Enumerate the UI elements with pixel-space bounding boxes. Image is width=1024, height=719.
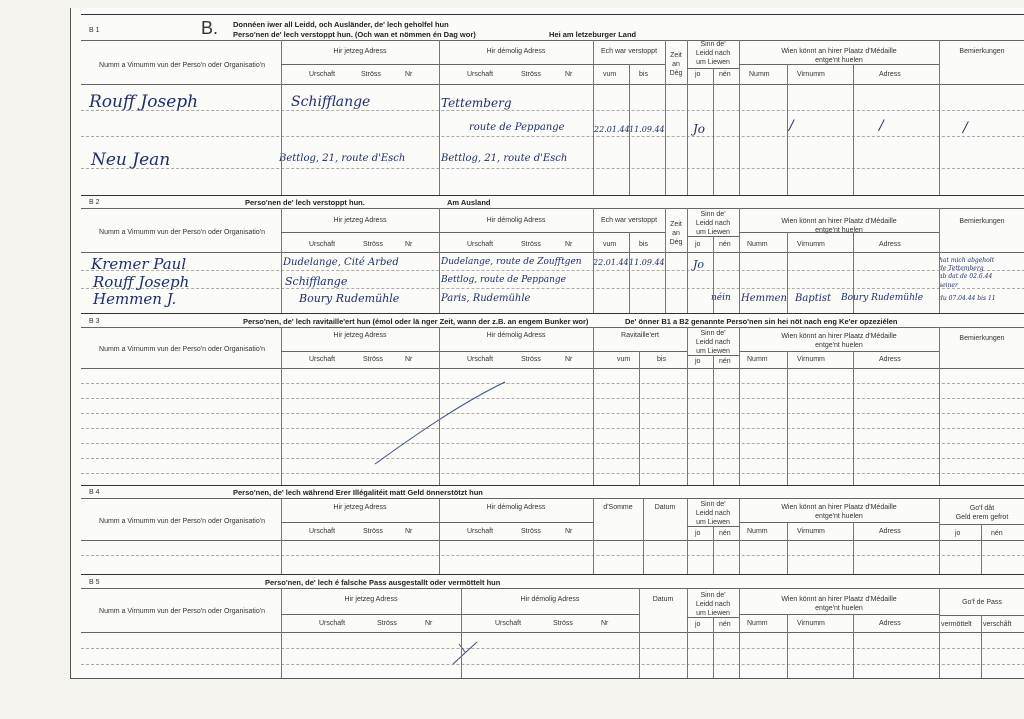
b3-row-line xyxy=(81,398,1024,399)
b4-row-line xyxy=(81,555,1024,556)
b4-col-medal2: entge'nt huelen xyxy=(815,513,863,520)
b2-row3-nen: néin xyxy=(711,293,731,303)
b2-col-nen: nén xyxy=(719,241,731,248)
b4-colhead-border xyxy=(81,540,1024,541)
b5-title: Perso'nen, de' lech é falsche Pass ausgestallt oder vermöttelt hun xyxy=(265,578,501,587)
b3-strike-line xyxy=(371,378,511,468)
b3-col-urschaft: Urschaft xyxy=(309,356,336,363)
column-divider xyxy=(687,498,688,574)
b2-col-addr-now: Hir jetzeg Adress xyxy=(333,217,387,224)
b1-row1-addr-now: Schifflange xyxy=(291,94,371,110)
b3-col-stross: Ströss xyxy=(363,356,383,363)
b4-col-nr: Nr xyxy=(405,528,413,535)
b3-row-line xyxy=(81,458,1024,459)
b4-header-border xyxy=(81,498,1024,499)
b4-col-jo: jo xyxy=(695,530,701,537)
b3-col-nr: Nr xyxy=(405,356,413,363)
column-divider xyxy=(939,208,940,313)
b3-col-adress: Adress xyxy=(879,356,901,363)
b2-row1-bis: 11.09.44 xyxy=(629,258,665,267)
b3-row-line xyxy=(81,383,1024,384)
b3-col-stross2: Ströss xyxy=(521,356,541,363)
b4-col-sinn3: um Liewen xyxy=(696,519,730,526)
b5-header-border xyxy=(81,588,1024,589)
b2-row1-addr-then: Dudelange, route de Zoufftgen xyxy=(441,257,582,267)
b3-col-jo: jo xyxy=(695,358,701,365)
b2-row2-addr-now: Schifflange xyxy=(285,275,348,288)
b2-colhead-border xyxy=(81,252,1024,253)
b4-col-sinn1: Sinn de' xyxy=(700,501,726,508)
b3-col-addr-then: Hir démolig Adress xyxy=(486,332,546,339)
b3-col-medal2: entge'nt huelen xyxy=(815,342,863,349)
column-divider xyxy=(281,498,282,574)
b1-col-stross: Ströss xyxy=(361,71,381,78)
b4-col-medal1: Wien könnt an hirer Plaatz d'Médaille xyxy=(781,504,897,511)
b2-col-virnumm: Virnumm xyxy=(797,241,825,248)
b5-row-line xyxy=(81,664,1024,665)
b5-col-sinn3: um Liewen xyxy=(696,610,730,617)
subheader-divider xyxy=(739,522,939,523)
b1-col-bemierk: Bemierkungen xyxy=(959,48,1005,55)
b5-col-virnumm: Virnumm xyxy=(797,620,825,627)
b2-row-line xyxy=(81,270,1024,271)
b1-row1-bis: 11.09.44 xyxy=(629,125,665,134)
b5-col-medal2: entge'nt huelen xyxy=(815,605,863,612)
b4-col-datum: Datum xyxy=(654,504,676,511)
b1-col-virnumm: Virnumm xyxy=(797,71,825,78)
b1-title-line2: Perso'nen de' lech verstoppt hun. (Och wan et nömmen én Dag wor) xyxy=(233,30,476,39)
b2-row3-medal-numm: Hemmen xyxy=(741,293,787,304)
b3-col-sinn1: Sinn de' xyxy=(700,330,726,337)
b5-row-line xyxy=(81,648,1024,649)
column-divider xyxy=(787,351,788,485)
b5-code: B 5 xyxy=(89,579,100,586)
b5-strike-mark xyxy=(451,638,481,668)
column-divider xyxy=(939,40,940,195)
column-divider xyxy=(739,588,740,678)
b1-title-right: Hei am letzeburger Land xyxy=(549,30,637,39)
b2-row1-jo: Jo xyxy=(693,258,705,271)
b1-col-bis: bis xyxy=(639,71,648,78)
b4-col-addr-now: Hir jetzeg Adress xyxy=(333,504,387,511)
b2-col-medal2: entge'nt huelen xyxy=(815,227,863,234)
b1-row-line xyxy=(81,110,1024,111)
column-divider xyxy=(643,498,644,574)
b2-header-border xyxy=(81,208,1024,209)
b1-top-border xyxy=(81,14,1024,15)
b2-row3-medal-virnumm: Baptist xyxy=(795,293,832,304)
b2-row-line xyxy=(81,288,1024,289)
b1-code: B 1 xyxy=(89,27,100,34)
b1-row2-name: Neu Jean xyxy=(91,150,171,170)
b5-col-nen: nén xyxy=(719,621,731,628)
column-divider xyxy=(853,351,854,485)
b3-row-line xyxy=(81,473,1024,474)
b3-col-nr2: Nr xyxy=(565,356,573,363)
b5-col-datum: Datum xyxy=(652,596,674,603)
subheader-divider xyxy=(281,64,665,65)
subheader-divider xyxy=(739,351,939,352)
column-divider xyxy=(939,327,940,485)
column-divider xyxy=(739,498,740,574)
column-divider xyxy=(787,232,788,313)
b1-row1-mark: / xyxy=(789,118,794,134)
subheader-divider xyxy=(739,232,939,233)
column-divider xyxy=(439,498,440,574)
b2-col-sinn1: Sinn de' xyxy=(700,211,726,218)
b2-col-bis: bis xyxy=(639,241,648,248)
b2-row2-remark: seiner xyxy=(939,282,958,289)
b5-col-addr-now: Hir jetzeg Adress xyxy=(344,596,398,603)
b5-col-pass: Go'f de Pass xyxy=(962,599,1002,606)
b2-col-stross2: Ströss xyxy=(521,241,541,248)
b2-row3-medal-adress: Boury Rudemühle xyxy=(841,293,924,303)
b2-col-numm: Numm xyxy=(747,241,768,248)
column-divider xyxy=(439,208,440,313)
b3-code: B 3 xyxy=(89,318,100,325)
b1-col-addr-then: Hir démolig Adress xyxy=(486,48,546,55)
b5-col-jo: jo xyxy=(695,621,701,628)
b2-col-hidden: Ech war verstoppt xyxy=(600,217,658,224)
b1-col-adress: Adress xyxy=(879,71,901,78)
b2-col-urschaft2: Urschaft xyxy=(467,241,494,248)
b4-top-border xyxy=(81,485,1024,486)
b4-col-name: Numm a Virnumm vun der Perso'n oder Organisatio'n xyxy=(99,518,265,525)
column-divider xyxy=(687,588,688,678)
b5-col-sinn2: Leidd nach xyxy=(695,601,731,608)
b1-col-sinn2: Leidd nach xyxy=(695,50,731,57)
b2-row1-name: Kremer Paul xyxy=(91,255,187,273)
column-divider xyxy=(853,232,854,313)
b2-row3-remark: du 07.04.44 bis 11 xyxy=(939,295,996,302)
column-divider xyxy=(281,588,282,678)
b2-row1-remark: de Tettemberg xyxy=(939,265,984,272)
column-divider xyxy=(713,526,714,574)
b2-col-nr: Nr xyxy=(405,241,413,248)
b1-col-stross2: Ströss xyxy=(521,71,541,78)
column-divider xyxy=(593,208,594,313)
b1-col-numm: Numm xyxy=(749,71,770,78)
column-divider xyxy=(687,40,688,195)
b1-row-line xyxy=(81,136,1024,137)
b2-col-medal1: Wien könnt an hirer Plaatz d'Médaille xyxy=(781,218,897,225)
b3-row-line xyxy=(81,428,1024,429)
b1-col-jo: jo xyxy=(695,71,701,78)
b3-col-virnumm: Virnumm xyxy=(797,356,825,363)
b5-col-medal1: Wien könnt an hirer Plaatz d'Médaille xyxy=(781,596,897,603)
column-divider xyxy=(713,617,714,678)
b3-col-sinn2: Leidd nach xyxy=(695,339,731,346)
b1-row-line xyxy=(81,168,1024,169)
b1-row1-vum: 22.01.44 xyxy=(594,125,630,134)
b2-row1-remark: ab dat de 02.6.44 xyxy=(939,273,993,280)
b2-top-border xyxy=(81,195,1024,196)
b2-col-sinn3: um Liewen xyxy=(696,229,730,236)
b4-col-dsomme: d'Somme xyxy=(603,504,633,511)
b5-col-stross2: Ströss xyxy=(553,620,573,627)
b1-row1-addr-then2: route de Peppange xyxy=(469,122,565,133)
b3-col-bemierk: Bemierkungen xyxy=(959,335,1005,342)
column-divider xyxy=(739,208,740,313)
b2-col-bemierk: Bemierkungen xyxy=(959,218,1005,225)
b2-col-sinn2: Leidd nach xyxy=(695,220,731,227)
b1-col-addr-now: Hir jetzeg Adress xyxy=(333,48,387,55)
b2-col-vum: vum xyxy=(603,241,617,248)
b3-col-name: Numm a Virnumm vun der Perso'n oder Organisatio'n xyxy=(99,346,265,353)
b1-colhead-border xyxy=(81,84,1024,85)
b4-col-nen: nén xyxy=(719,530,731,537)
b5-col-sinn1: Sinn de' xyxy=(700,592,726,599)
column-divider xyxy=(713,236,714,313)
b5-col-adress: Adress xyxy=(879,620,901,627)
b3-col-bis: bis xyxy=(657,356,666,363)
column-divider xyxy=(853,522,854,574)
b4-col-geld1: Go'f dât xyxy=(969,505,995,512)
b5-col-name: Numm a Virnumm vun der Perso'n oder Organisatio'n xyxy=(99,608,265,615)
b1-row1-mark: / xyxy=(963,120,968,136)
b1-col-nr: Nr xyxy=(405,71,413,78)
b1-row2-addr-then: Bettlog, 21, route d'Esch xyxy=(441,153,568,164)
b1-row1-name: Rouff Joseph xyxy=(89,92,199,112)
b3-col-addr-now: Hir jetzeg Adress xyxy=(333,332,387,339)
b4-title: Perso'nen, de' lech während Erer Illégalitéit matt Geld önnerstötzt hun xyxy=(233,488,483,497)
b1-col-sinn3: um Liewen xyxy=(696,59,730,66)
b5-col-addr-then: Hir démolig Adress xyxy=(520,596,580,603)
b1-col-zeit3: Dég xyxy=(669,70,683,77)
b1-col-name: Numm a Virnumm vun der Perso'n oder Organisatio'n xyxy=(99,62,265,69)
column-divider xyxy=(981,615,982,678)
b3-col-nen: nén xyxy=(719,358,731,365)
b3-top-border xyxy=(81,313,1024,314)
subheader-divider xyxy=(281,522,593,523)
column-divider xyxy=(713,355,714,485)
b5-colhead-border xyxy=(81,632,1024,633)
column-divider xyxy=(639,588,640,678)
b1-col-sinn1: Sinn de' xyxy=(700,41,726,48)
b3-col-sinn3: um Liewen xyxy=(696,348,730,355)
b1-col-nen: nén xyxy=(719,71,731,78)
subheader-divider xyxy=(281,232,665,233)
b5-top-border xyxy=(81,574,1024,575)
b5-col-nr2: Nr xyxy=(601,620,609,627)
b4-col-stross: Ströss xyxy=(363,528,383,535)
b4-col-urschaft2: Urschaft xyxy=(467,528,494,535)
b5-col-numm: Numm xyxy=(747,620,768,627)
column-divider xyxy=(639,351,640,485)
b2-col-nr2: Nr xyxy=(565,241,573,248)
b3-row-line xyxy=(81,443,1024,444)
b3-header-border xyxy=(81,327,1024,328)
column-divider xyxy=(687,327,688,485)
b4-col-nr2: Nr xyxy=(565,528,573,535)
b4-col-sinn2: Leidd nach xyxy=(695,510,731,517)
b3-col-urschaft2: Urschaft xyxy=(467,356,494,363)
b2-row1-remark: hat mich abgeholt xyxy=(939,257,995,264)
b3-col-medal1: Wien könnt an hirer Plaatz d'Médaille xyxy=(781,333,897,340)
b2-code: B 2 xyxy=(89,199,100,206)
b1-col-nr2: Nr xyxy=(565,71,573,78)
column-divider xyxy=(281,208,282,313)
column-divider xyxy=(787,522,788,574)
b5-col-urschaft2: Urschaft xyxy=(495,620,522,627)
column-divider xyxy=(713,68,714,195)
b2-title-right: Am Ausland xyxy=(447,198,491,207)
b1-col-urschaft2: Urschaft xyxy=(467,71,494,78)
b1-letter: B. xyxy=(201,18,219,38)
b2-row1-vum: 22.01.44 xyxy=(593,258,629,267)
b4-col-addr-then: Hir démolig Adress xyxy=(486,504,546,511)
b1-col-vum: vum xyxy=(603,71,617,78)
b3-title-right: De' önner B1 a B2 genannte Perso'nen sin hei nöt nach eng Ke'er opzeziélen xyxy=(625,317,898,326)
b2-col-jo: jo xyxy=(695,241,701,248)
b2-col-addr-then: Hir démolig Adress xyxy=(486,217,546,224)
b4-col-virnumm: Virnumm xyxy=(797,528,825,535)
b5-col-stross: Ströss xyxy=(377,620,397,627)
b2-col-zeit1: Zeit xyxy=(670,221,682,228)
column-divider xyxy=(593,498,594,574)
column-divider xyxy=(939,588,940,678)
b5-col-vermettelt: vermöttelt xyxy=(941,621,972,628)
b2-col-urschaft: Urschaft xyxy=(309,241,336,248)
b3-col-ravit: Ravitaille'ert xyxy=(621,332,659,339)
column-divider xyxy=(687,208,688,313)
column-divider xyxy=(665,208,666,313)
b2-title: Perso'nen de' lech verstoppt hun. xyxy=(245,198,365,207)
b4-col-adress: Adress xyxy=(879,528,901,535)
subheader-divider xyxy=(281,351,687,352)
b3-col-numm: Numm xyxy=(747,356,768,363)
b4-col-stross2: Ströss xyxy=(521,528,541,535)
b4-col-urschaft: Urschaft xyxy=(309,528,336,535)
b5-col-urschaft: Urschaft xyxy=(319,620,346,627)
form-sheet xyxy=(70,8,1024,679)
column-divider xyxy=(853,614,854,678)
b1-col-hidden: Ech war verstoppt xyxy=(600,48,658,55)
b4-col-numm: Numm xyxy=(747,528,768,535)
b2-col-adress: Adress xyxy=(879,241,901,248)
column-divider xyxy=(787,614,788,678)
b2-col-zeit2: an xyxy=(672,230,680,237)
column-divider xyxy=(853,64,854,195)
b4-col-geld-jo: jo xyxy=(955,530,961,537)
b1-header-border xyxy=(81,40,1024,41)
b2-row1-addr-now: Dudelange, Cité Arbed xyxy=(283,257,399,268)
column-divider xyxy=(787,64,788,195)
b1-row1-jo: Jo xyxy=(693,122,706,136)
column-divider xyxy=(981,524,982,574)
b1-row1-addr-then1: Tettemberg xyxy=(441,96,512,110)
b2-row2-name: Rouff Joseph xyxy=(93,273,190,291)
b4-code: B 4 xyxy=(89,489,100,496)
column-divider xyxy=(939,498,940,574)
b4-col-geld-nen: nén xyxy=(991,530,1003,537)
b5-col-verschafft: verschâft xyxy=(983,621,1012,628)
b3-colhead-border xyxy=(81,368,1024,369)
b2-row3-addr-then: Paris, Rudemühle xyxy=(441,293,531,304)
column-divider xyxy=(629,232,630,313)
b1-col-medal2: entge'nt huelen xyxy=(815,57,863,64)
b2-row3-addr-now: Boury Rudemühle xyxy=(299,292,400,305)
b3-col-vum: vum xyxy=(617,356,631,363)
column-divider xyxy=(629,64,630,195)
b3-row-line xyxy=(81,413,1024,414)
subheader-divider xyxy=(739,64,939,65)
b2-col-stross: Ströss xyxy=(363,241,383,248)
b1-row2-addr-now: Bettlog, 21, route d'Esch xyxy=(279,153,406,164)
b3-title: Perso'nen, de' lech ravitaille'ert hun (émol oder lä nger Zeit, wann der z.B. an engem Bunker wor) xyxy=(243,317,589,326)
b2-col-zeit3: Dég xyxy=(669,239,683,246)
b1-row1-mark: / xyxy=(879,118,884,134)
b1-col-zeit1: Zeit xyxy=(670,52,682,59)
b1-col-medal1: Wien könnt an hirer Plaatz d'Médaille xyxy=(781,48,897,55)
column-divider xyxy=(461,588,462,678)
b2-row2-addr-then: Bettlog, route de Peppange xyxy=(441,275,566,285)
b2-row3-name: Hemmen J. xyxy=(93,290,177,308)
b1-title-line1: Donnéen iwer all Leidd, och Ausländer, de' lech geholfel hun xyxy=(233,20,449,29)
b1-col-urschaft: Urschaft xyxy=(309,71,336,78)
b1-col-zeit2: an xyxy=(672,61,680,68)
b2-col-name: Numm a Virnumm vun der Perso'n oder Organisatio'n xyxy=(99,229,265,236)
b4-col-geld2: Geld erem gefrot xyxy=(955,514,1009,521)
b5-col-nr: Nr xyxy=(425,620,433,627)
subheader-divider xyxy=(281,614,639,615)
subheader-divider xyxy=(739,614,939,615)
column-divider xyxy=(665,40,666,195)
